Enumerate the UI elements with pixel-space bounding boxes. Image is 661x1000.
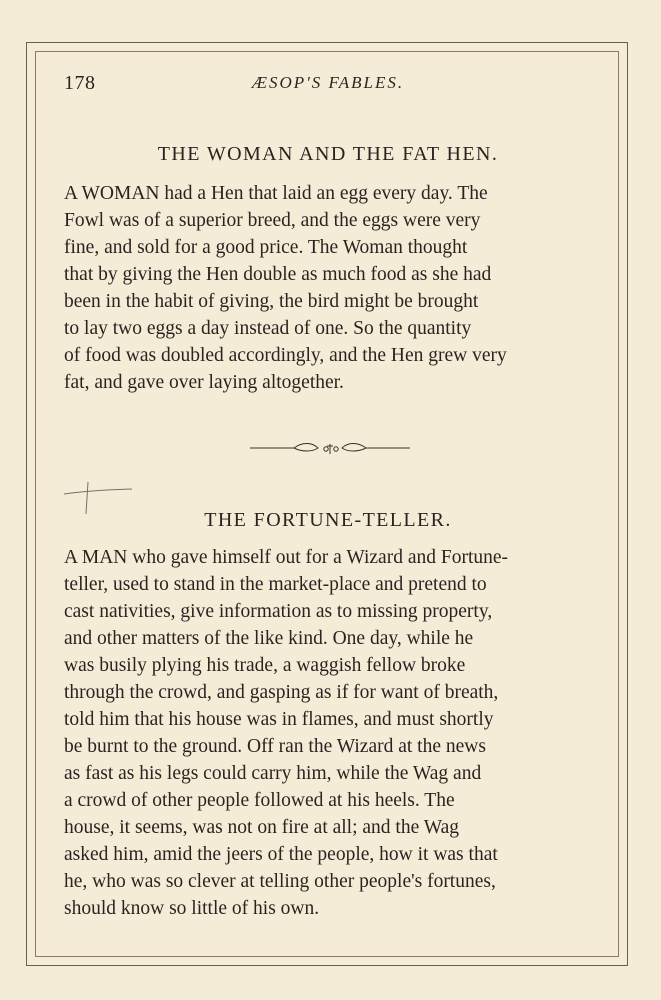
text-line: and other matters of the like kind. One day, while he bbox=[64, 628, 474, 649]
text-line: house, it seems, was not on fire at all; and the Wag bbox=[64, 817, 460, 838]
section-divider-ornament bbox=[250, 438, 410, 458]
text-line: was busily plying his trade, a waggish fellow broke bbox=[64, 655, 466, 676]
running-head bbox=[64, 72, 592, 98]
text-line: Fowl was of a superior breed, and the eggs were very bbox=[64, 210, 481, 231]
text-line: to lay two eggs a day instead of one. So the quantity bbox=[64, 318, 472, 339]
text-line: been in the habit of giving, the bird might be brought bbox=[64, 291, 479, 312]
text-line: be burnt to the ground. Off ran the Wizard at the news bbox=[64, 736, 486, 757]
text-line: cast nativities, give information as to missing property, bbox=[64, 601, 493, 622]
running-title: ÆSOP'S FABLES. bbox=[251, 73, 405, 92]
fable-body-woman-and-hen bbox=[64, 180, 590, 396]
text-line: A WOMAN had a Hen that laid an egg every day. The bbox=[64, 183, 488, 204]
text-line: fat, and gave over laying altogether. bbox=[64, 372, 344, 393]
text-line: through the crowd, and gasping as if for want of breath, bbox=[64, 682, 499, 703]
text-line: told him that his house was in flames, and must shortly bbox=[64, 709, 494, 730]
text-line: teller, used to stand in the market-place and pretend to bbox=[64, 574, 487, 595]
fable-title-woman-and-hen: THE WOMAN AND THE FAT HEN. bbox=[157, 143, 499, 165]
text-line: A MAN who gave himself out for a Wizard and Fortune- bbox=[64, 547, 509, 568]
text-line: fine, and sold for a good price. The Woman thought bbox=[64, 237, 468, 258]
page-number: 178 bbox=[64, 72, 96, 94]
text-line: he, who was so clever at telling other people's fortunes, bbox=[64, 871, 496, 892]
fable-title-fortune-teller: THE FORTUNE-TELLER. bbox=[204, 509, 452, 531]
text-line: that by giving the Hen double as much food as she had bbox=[64, 264, 492, 285]
text-line: asked him, amid the jeers of the people, how it was that bbox=[64, 844, 498, 865]
fable-body-fortune-teller bbox=[64, 544, 590, 922]
text-line: a crowd of other people followed at his heels. The bbox=[64, 790, 455, 811]
text-line: as fast as his legs could carry him, while the Wag and bbox=[64, 763, 482, 784]
text-line: should know so little of his own. bbox=[64, 898, 320, 919]
text-line: of food was doubled accordingly, and the Hen grew very bbox=[64, 345, 507, 366]
